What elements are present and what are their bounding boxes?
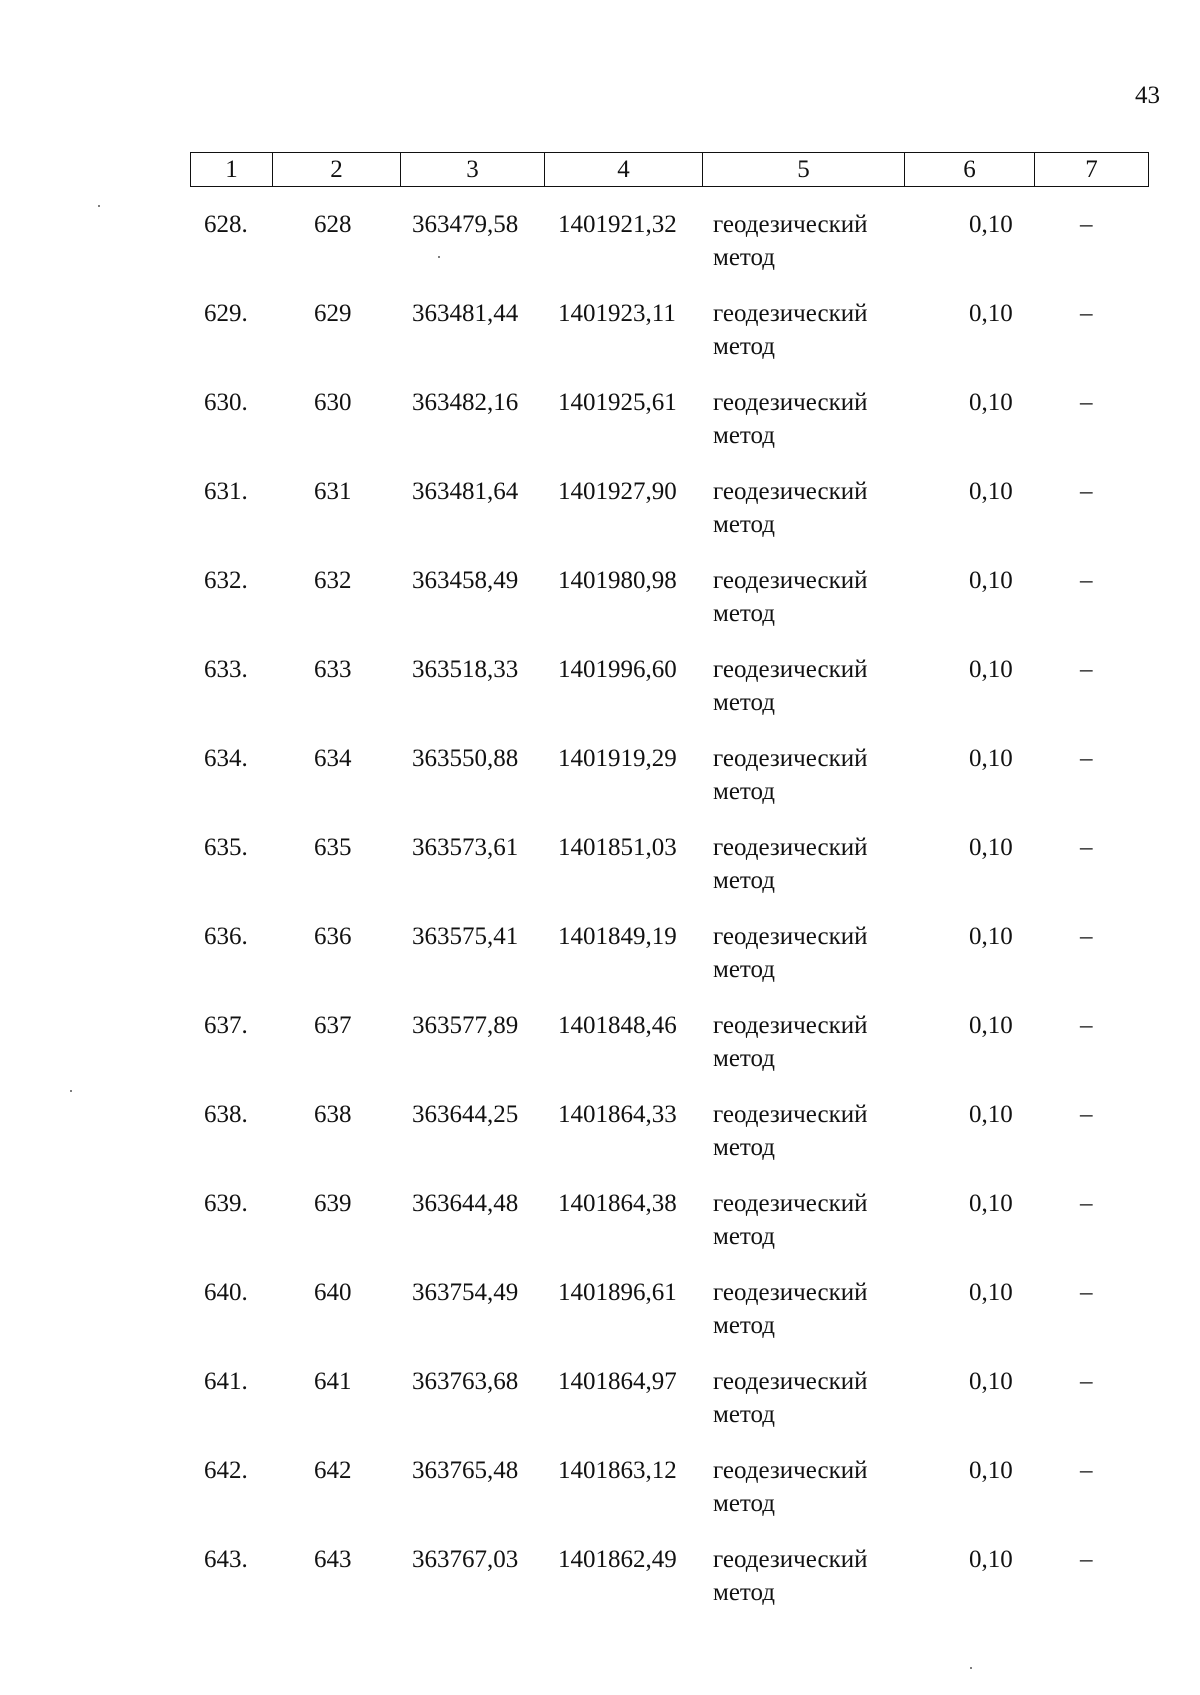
coordinate-y: 1401863,12 [558, 1457, 677, 1484]
coordinate-x: 363482,16 [412, 389, 519, 416]
row-number: 630. [204, 389, 248, 416]
accuracy-value: 0,10 [969, 656, 1013, 683]
method-text: метод [713, 333, 776, 360]
page-number: 43 [1135, 82, 1160, 109]
header-cell-3: 3 [401, 153, 545, 187]
note-value: – [1080, 1368, 1093, 1395]
accuracy-value: 0,10 [969, 745, 1013, 772]
row-number: 629. [204, 300, 248, 327]
point-id: 636 [314, 923, 352, 950]
row-number: 631. [204, 478, 248, 505]
row-number: 642. [204, 1457, 248, 1484]
method-cell [713, 1365, 903, 1431]
coordinate-y: 1401996,60 [558, 656, 677, 683]
accuracy-value: 0,10 [969, 1546, 1013, 1573]
scan-speck [438, 256, 440, 258]
coordinate-y: 1401896,61 [558, 1279, 677, 1306]
method-cell [713, 1009, 903, 1075]
coordinate-y: 1401862,49 [558, 1546, 677, 1573]
method-text: метод [713, 511, 776, 538]
coordinate-y: 1401980,98 [558, 567, 677, 594]
coordinate-x: 363765,48 [412, 1457, 519, 1484]
method-text: геодезический [713, 1012, 868, 1039]
coordinate-y: 1401919,29 [558, 745, 677, 772]
point-id: 635 [314, 834, 352, 861]
method-text: метод [713, 956, 776, 983]
coordinate-y: 1401864,97 [558, 1368, 677, 1395]
table-body [190, 200, 1148, 1624]
table-row [190, 1001, 1148, 1090]
note-value: – [1080, 1457, 1093, 1484]
accuracy-value: 0,10 [969, 1012, 1013, 1039]
header-cell-7: 7 [1035, 153, 1149, 187]
accuracy-value: 0,10 [969, 567, 1013, 594]
point-id: 643 [314, 1546, 352, 1573]
coordinate-x: 363481,44 [412, 300, 519, 327]
accuracy-value: 0,10 [969, 1279, 1013, 1306]
coordinate-y: 1401921,32 [558, 211, 677, 238]
method-text: метод [713, 244, 776, 271]
row-number: 641. [204, 1368, 248, 1395]
coordinate-y: 1401864,38 [558, 1190, 677, 1217]
method-cell [713, 297, 903, 363]
method-text: геодезический [713, 923, 868, 950]
row-number: 639. [204, 1190, 248, 1217]
method-text: геодезический [713, 211, 868, 238]
method-cell [713, 653, 903, 719]
coordinate-x: 363573,61 [412, 834, 519, 861]
point-id: 642 [314, 1457, 352, 1484]
table-row [190, 289, 1148, 378]
table-row [190, 645, 1148, 734]
coordinate-x: 363481,64 [412, 478, 519, 505]
note-value: – [1080, 478, 1093, 505]
point-id: 638 [314, 1101, 352, 1128]
row-number: 640. [204, 1279, 248, 1306]
note-value: – [1080, 1190, 1093, 1217]
point-id: 633 [314, 656, 352, 683]
coordinate-y: 1401925,61 [558, 389, 677, 416]
row-number: 628. [204, 211, 248, 238]
table-row [190, 467, 1148, 556]
coordinate-y: 1401849,19 [558, 923, 677, 950]
method-text: геодезический [713, 1546, 868, 1573]
table-row [190, 734, 1148, 823]
note-value: – [1080, 300, 1093, 327]
coordinate-x: 363518,33 [412, 656, 519, 683]
row-number: 637. [204, 1012, 248, 1039]
coordinate-x: 363767,03 [412, 1546, 519, 1573]
method-text: геодезический [713, 834, 868, 861]
header-cell-4: 4 [545, 153, 703, 187]
header-cell-1: 1 [191, 153, 273, 187]
row-number: 643. [204, 1546, 248, 1573]
accuracy-value: 0,10 [969, 1101, 1013, 1128]
accuracy-value: 0,10 [969, 211, 1013, 238]
row-number: 634. [204, 745, 248, 772]
coordinate-x: 363644,25 [412, 1101, 519, 1128]
method-text: геодезический [713, 1279, 868, 1306]
header-cell-6: 6 [905, 153, 1035, 187]
table-row [190, 1090, 1148, 1179]
method-text: метод [713, 778, 776, 805]
coordinate-y: 1401851,03 [558, 834, 677, 861]
note-value: – [1080, 745, 1093, 772]
method-cell [713, 1454, 903, 1520]
method-text: метод [713, 1579, 776, 1606]
coordinate-x: 363479,58 [412, 211, 519, 238]
method-text: геодезический [713, 300, 868, 327]
note-value: – [1080, 656, 1093, 683]
table-row [190, 1268, 1148, 1357]
method-cell [713, 831, 903, 897]
method-text: геодезический [713, 478, 868, 505]
coordinate-y: 1401864,33 [558, 1101, 677, 1128]
coordinate-y: 1401848,46 [558, 1012, 677, 1039]
point-id: 639 [314, 1190, 352, 1217]
row-number: 632. [204, 567, 248, 594]
note-value: – [1080, 923, 1093, 950]
point-id: 630 [314, 389, 352, 416]
table-row [190, 378, 1148, 467]
method-text: геодезический [713, 656, 868, 683]
table-row [190, 912, 1148, 1001]
table-row [190, 200, 1148, 289]
header-cell-5: 5 [703, 153, 905, 187]
accuracy-value: 0,10 [969, 834, 1013, 861]
method-text: геодезический [713, 1457, 868, 1484]
coordinate-x: 363763,68 [412, 1368, 519, 1395]
accuracy-value: 0,10 [969, 923, 1013, 950]
note-value: – [1080, 1012, 1093, 1039]
row-number: 636. [204, 923, 248, 950]
point-id: 631 [314, 478, 352, 505]
method-text: метод [713, 600, 776, 627]
coordinate-y: 1401927,90 [558, 478, 677, 505]
point-id: 629 [314, 300, 352, 327]
method-text: геодезический [713, 1368, 868, 1395]
header-cell-2: 2 [273, 153, 401, 187]
point-id: 637 [314, 1012, 352, 1039]
point-id: 628 [314, 211, 352, 238]
coordinate-x: 363644,48 [412, 1190, 519, 1217]
accuracy-value: 0,10 [969, 1457, 1013, 1484]
point-id: 632 [314, 567, 352, 594]
table-row [190, 1357, 1148, 1446]
method-text: метод [713, 689, 776, 716]
method-cell [713, 1543, 903, 1609]
method-cell [713, 386, 903, 452]
method-text: геодезический [713, 745, 868, 772]
coordinate-x: 363754,49 [412, 1279, 519, 1306]
method-text: метод [713, 1134, 776, 1161]
method-text: метод [713, 1490, 776, 1517]
table-row [190, 1535, 1148, 1624]
scan-speck [70, 1090, 72, 1092]
table-row [190, 556, 1148, 645]
method-cell [713, 208, 903, 274]
table-row [190, 1446, 1148, 1535]
coordinate-x: 363550,88 [412, 745, 519, 772]
note-value: – [1080, 1101, 1093, 1128]
table-row [190, 823, 1148, 912]
method-cell [713, 1187, 903, 1253]
point-id: 634 [314, 745, 352, 772]
coordinate-y: 1401923,11 [558, 300, 676, 327]
method-text: геодезический [713, 567, 868, 594]
scan-speck [970, 1667, 972, 1669]
accuracy-value: 0,10 [969, 300, 1013, 327]
note-value: – [1080, 567, 1093, 594]
note-value: – [1080, 389, 1093, 416]
method-text: метод [713, 422, 776, 449]
note-value: – [1080, 1279, 1093, 1306]
method-text: метод [713, 1401, 776, 1428]
note-value: – [1080, 1546, 1093, 1573]
method-text: геодезический [713, 1101, 868, 1128]
method-cell [713, 742, 903, 808]
method-text: метод [713, 867, 776, 894]
scan-speck [98, 205, 100, 207]
accuracy-value: 0,10 [969, 1190, 1013, 1217]
method-cell [713, 1276, 903, 1342]
method-cell [713, 1098, 903, 1164]
point-id: 640 [314, 1279, 352, 1306]
row-number: 638. [204, 1101, 248, 1128]
method-text: метод [713, 1223, 776, 1250]
method-text: геодезический [713, 389, 868, 416]
coordinate-x: 363577,89 [412, 1012, 519, 1039]
note-value: – [1080, 834, 1093, 861]
method-cell [713, 475, 903, 541]
accuracy-value: 0,10 [969, 389, 1013, 416]
row-number: 635. [204, 834, 248, 861]
point-id: 641 [314, 1368, 352, 1395]
table-header [190, 152, 1149, 187]
method-text: геодезический [713, 1190, 868, 1217]
row-number: 633. [204, 656, 248, 683]
table-row [190, 1179, 1148, 1268]
method-cell [713, 564, 903, 630]
method-text: метод [713, 1045, 776, 1072]
method-text: метод [713, 1312, 776, 1339]
method-cell [713, 920, 903, 986]
coordinate-x: 363458,49 [412, 567, 519, 594]
note-value: – [1080, 211, 1093, 238]
accuracy-value: 0,10 [969, 1368, 1013, 1395]
accuracy-value: 0,10 [969, 478, 1013, 505]
coordinate-x: 363575,41 [412, 923, 519, 950]
